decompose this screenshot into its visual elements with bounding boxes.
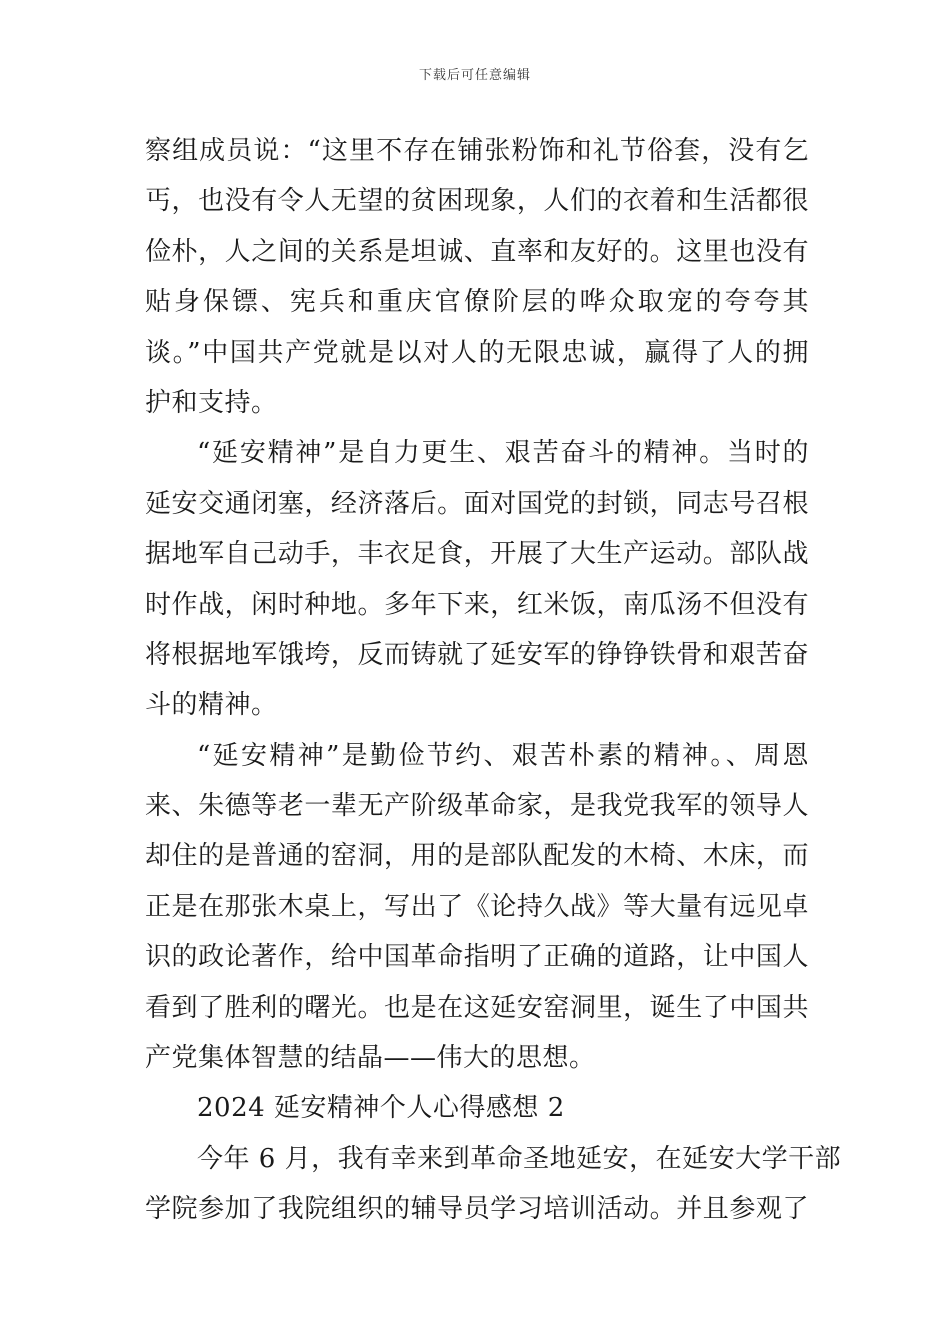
text-line: 谈。”中国共产党就是以对人的无限忠诚，赢得了人的拥 [145, 337, 809, 368]
text-line: 贴身保镖、宪兵和重庆官僚阶层的哗众取宠的夸夸其 [145, 287, 809, 318]
paragraph-1 [145, 126, 809, 428]
paragraph-3 [145, 731, 809, 1084]
text-line: 看到了胜利的曙光。也是在这延安窑洞里，诞生了中国共 [145, 992, 809, 1023]
text-line: 时作战，闲时种地。多年下来，红米饭，南瓜汤不但没有 [145, 589, 809, 620]
text-line: 今年 6 月，我有幸来到革命圣地延安，在延安大学干部 [197, 1143, 842, 1174]
document-body [145, 126, 842, 1235]
page-header-note: 下载后可任意编辑 [418, 68, 531, 83]
text-line: “延安精神”是勤俭节约、艰苦朴素的精神。、周恩 [197, 740, 809, 771]
text-line: 却住的是普通的窑洞，用的是部队配发的木椅、木床，而 [145, 841, 809, 872]
text-line: 俭朴，人之间的关系是坦诚、直率和友好的。这里也没有 [145, 236, 809, 267]
paragraph-4 [145, 1134, 842, 1235]
text-line: 据地军自己动手，丰衣足食，开展了大生产运动。部队战 [145, 539, 809, 570]
text-line: 察组成员说：“这里不存在铺张粉饰和礼节俗套，没有乞 [145, 136, 809, 166]
text-line: “延安精神”是自力更生、艰苦奋斗的精神。当时的 [197, 438, 809, 469]
paragraph-2 [145, 428, 809, 730]
text-line: 丐，也没有令人无望的贫困现象，人们的衣着和生活都很 [145, 186, 809, 217]
text-line: 来、朱德等老一辈无产阶级革命家，是我党我军的领导人 [145, 791, 809, 822]
text-line: 学院参加了我院组织的辅导员学习培训活动。并且参观了 [145, 1194, 809, 1225]
text-line: 延安交通闭塞，经济落后。面对国党的封锁，同志号召根 [145, 488, 809, 519]
text-line: 正是在那张木桌上，写出了《论持久战》等大量有远见卓 [145, 891, 809, 922]
text-line: 产党集体智慧的结晶——伟大的思想。 [145, 1043, 596, 1074]
text-line: 识的政论著作，给中国革命指明了正确的道路，让中国人 [145, 942, 809, 973]
text-line: 护和支持。 [145, 387, 278, 418]
text-line: 将根据地军饿垮，反而铸就了延安军的铮铮铁骨和艰苦奋 [145, 639, 809, 670]
text-line: 斗的精神。 [145, 690, 278, 721]
section-title: 2024 延安精神个人心得感想 2 [197, 1093, 565, 1124]
